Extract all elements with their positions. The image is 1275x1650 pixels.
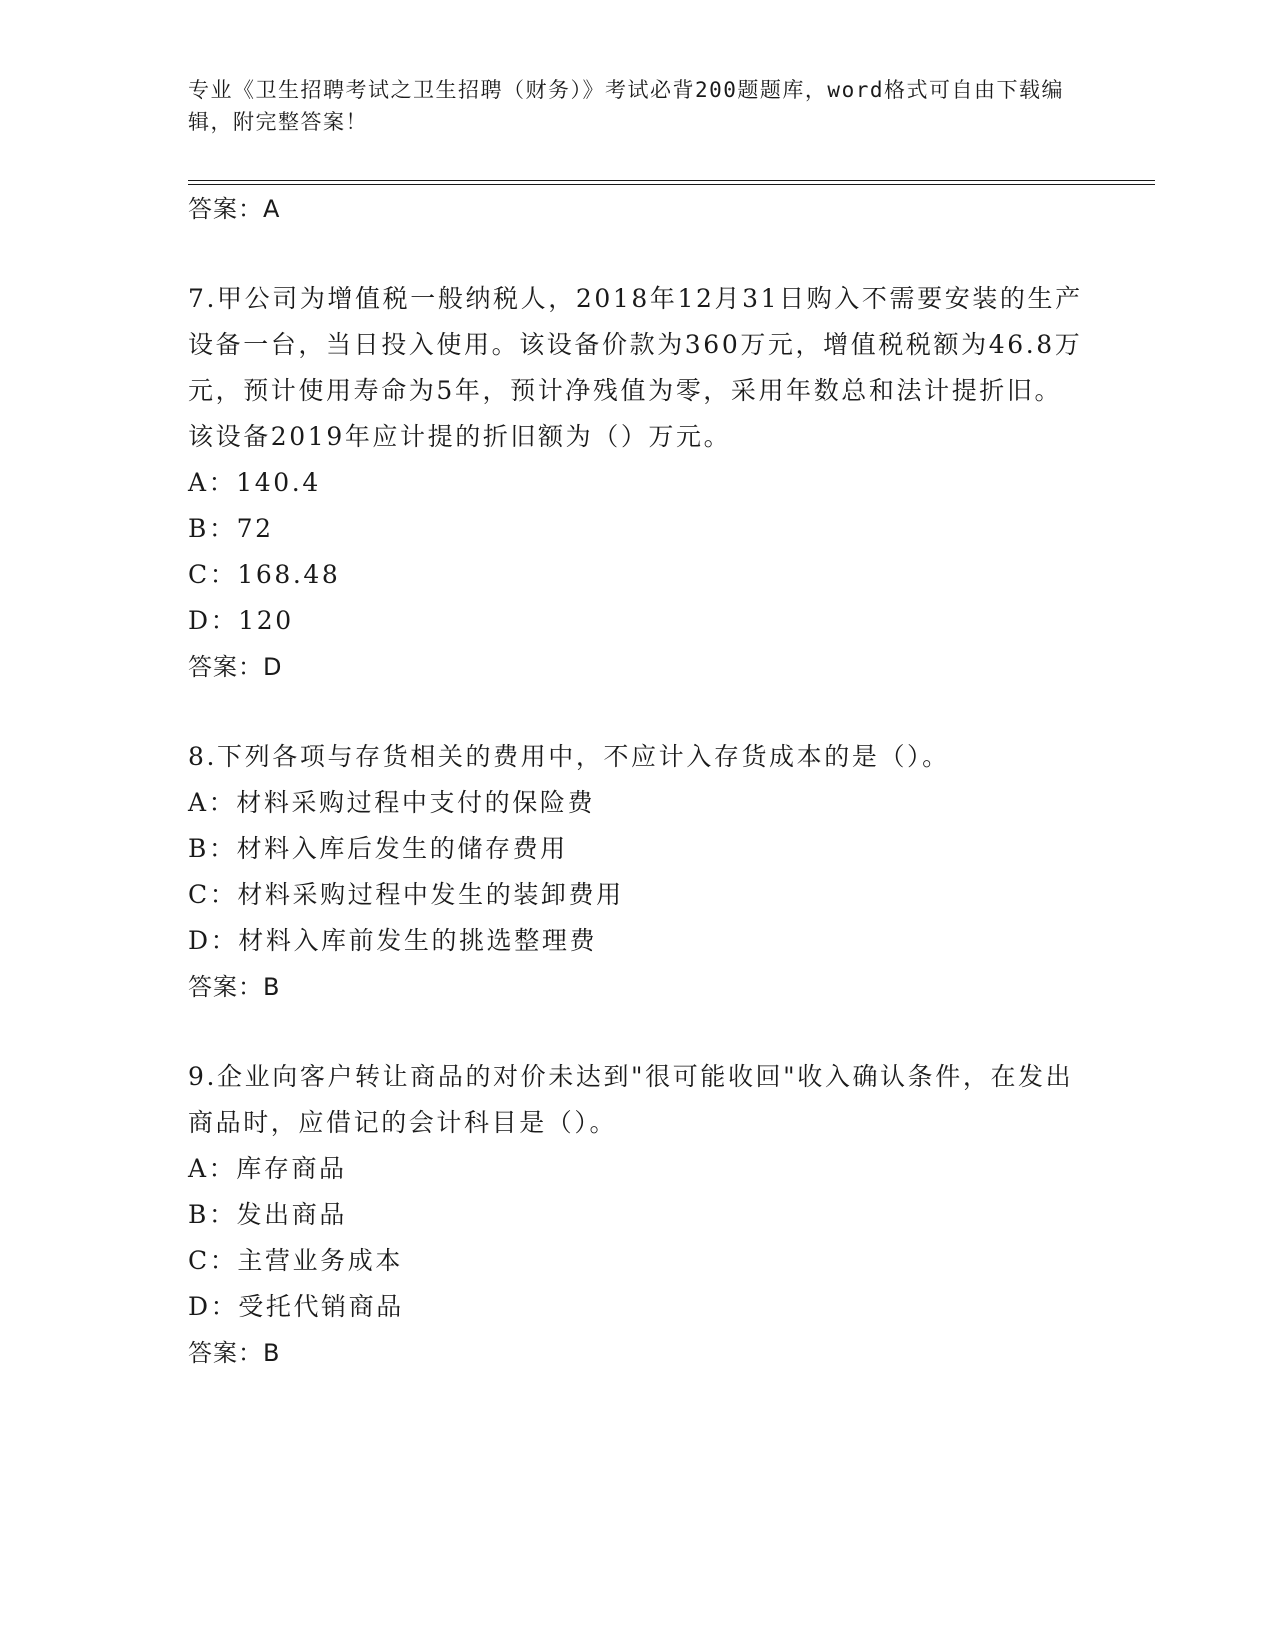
question-stem: 9.企业向客户转让商品的对价未达到"很可能收回"收入确认条件，在发出商品时，应借记的会计科目是（）。 (188, 1062, 1074, 1137)
option-a: A：材料采购过程中支付的保险费 (188, 788, 596, 817)
question-block (188, 734, 1088, 1010)
option-c: C：主营业务成本 (188, 1246, 403, 1275)
document-body (188, 186, 1088, 1376)
option-a: A：库存商品 (188, 1154, 347, 1183)
answer-line: 答案：B (188, 973, 281, 1001)
question-stem: 7.甲公司为增值税一般纳税人，2018年12月31日购入不需要安装的生产设备一台，当日投入使用。该设备价款为360万元，增值税税额为46.8万元，预计使用寿命为5年，预计净残值为零，采用年数总和法计提折旧。该设备2019年应计提的折旧额为（）万元。 (188, 284, 1083, 451)
option-c: C：168.48 (188, 560, 341, 589)
answer-line: 答案：B (188, 1339, 281, 1367)
page-header: 专业《卫生招聘考试之卫生招聘（财务）》考试必背200题题库，word格式可自由下载编辑，附完整答案！ (188, 78, 1064, 134)
question-block (188, 1054, 1088, 1376)
answer-line: 答案：D (188, 653, 283, 681)
option-d: D：120 (188, 606, 294, 635)
option-b: B：72 (188, 514, 274, 543)
question-stem: 8.下列各项与存货相关的费用中，不应计入存货成本的是（）。 (188, 742, 950, 771)
header-divider (188, 180, 1155, 185)
previous-answer: 答案：A (188, 195, 281, 223)
option-d: D：受托代销商品 (188, 1292, 404, 1321)
option-b: B：发出商品 (188, 1200, 347, 1229)
option-d: D：材料入库前发生的挑选整理费 (188, 926, 598, 955)
option-b: B：材料入库后发生的储存费用 (188, 834, 568, 863)
question-block (188, 276, 1088, 690)
option-a: A：140.4 (188, 468, 321, 497)
option-c: C：材料采购过程中发生的装卸费用 (188, 880, 624, 909)
